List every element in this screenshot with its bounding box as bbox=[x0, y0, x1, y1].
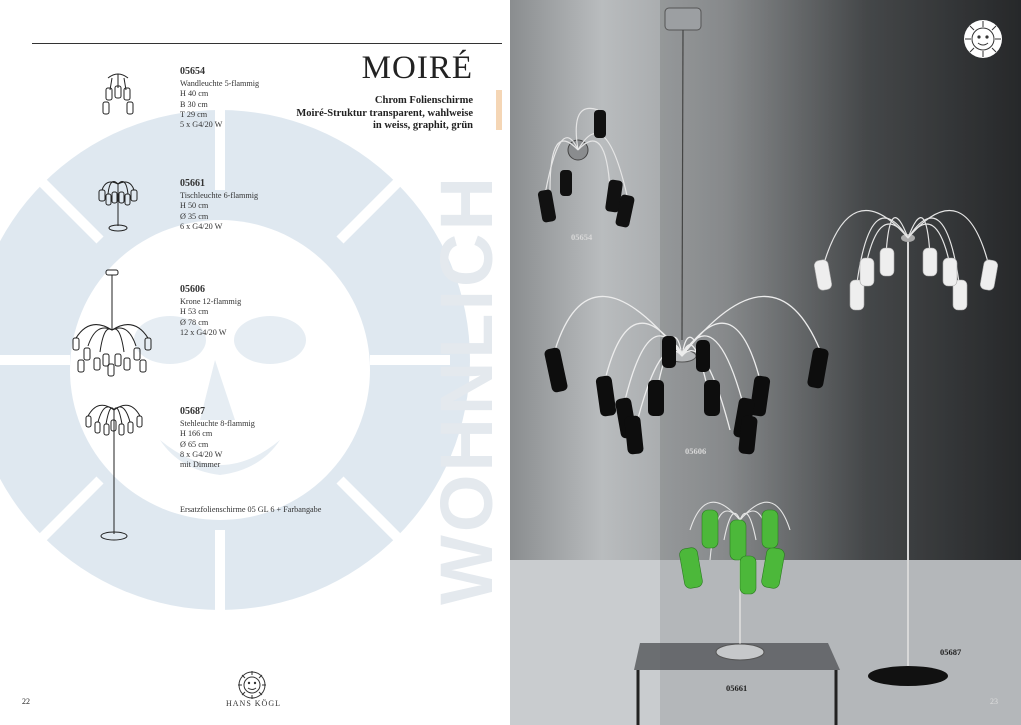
subtitle-line: Chrom Folienschirme bbox=[374, 95, 473, 106]
subtitle-line: in weiss, graphit, grün bbox=[372, 120, 473, 131]
photo-label-05687: 05687 bbox=[940, 647, 962, 657]
product-spec: H 40 cm bbox=[180, 89, 209, 99]
product-number: 05661 bbox=[180, 178, 205, 189]
floor-lamp-thumbnail bbox=[84, 396, 144, 544]
product-05661 bbox=[180, 178, 258, 232]
product-spec: Tischleuchte 6-flammig bbox=[180, 191, 259, 200]
product-spec: Ø 78 cm bbox=[180, 317, 209, 327]
product-number: 05687 bbox=[180, 406, 205, 417]
brand-name: HANS KÖGL bbox=[226, 699, 281, 708]
subtitle-line: Moiré-Struktur transparent, wahlweise bbox=[296, 107, 473, 119]
right-page-photo bbox=[510, 0, 1021, 725]
wall-lamp-photo bbox=[537, 108, 635, 228]
product-spec: B 30 cm bbox=[180, 99, 208, 109]
photo-label-05606: 05606 bbox=[685, 446, 707, 456]
product-spec: 5 x G4/20 W bbox=[180, 120, 223, 130]
replacement-shades-note: Ersatzfolienschirme 05 GL 6 + Farbangabe bbox=[180, 505, 322, 514]
wall-shadow bbox=[660, 0, 1021, 560]
page-number-right: 23 bbox=[990, 697, 998, 706]
product-spec: H 50 cm bbox=[180, 201, 209, 211]
product-spec: Ø 65 cm bbox=[180, 439, 209, 449]
product-number: 05606 bbox=[180, 284, 205, 295]
chandelier-canopy bbox=[665, 8, 701, 30]
left-page bbox=[0, 0, 510, 725]
product-05606 bbox=[180, 284, 241, 338]
header-rule bbox=[32, 43, 502, 44]
product-spec: H 166 cm bbox=[180, 429, 213, 439]
product-spec: 12 x G4/20 W bbox=[180, 327, 227, 337]
product-number: 05654 bbox=[180, 66, 205, 77]
product-spec: Ø 35 cm bbox=[180, 211, 209, 221]
wall-lamp-thumbnail bbox=[98, 70, 138, 120]
brand-logo-icon bbox=[234, 670, 270, 700]
product-05687 bbox=[180, 406, 255, 470]
vertical-word-wohnlich bbox=[425, 90, 510, 610]
floor-shadow bbox=[660, 560, 1021, 725]
table-lamp-thumbnail bbox=[96, 174, 140, 234]
product-spec: H 53 cm bbox=[180, 307, 209, 317]
page-title: MOIRÉ bbox=[361, 50, 473, 86]
product-spec: 6 x G4/20 W bbox=[180, 221, 223, 231]
brand-emblem-icon bbox=[962, 18, 1004, 60]
svg-text:WOHNLICH: WOHNLICH bbox=[425, 174, 508, 605]
product-spec: mit Dimmer bbox=[180, 460, 221, 470]
photo-label-05654: 05654 bbox=[571, 232, 593, 242]
page-subtitle bbox=[296, 95, 473, 133]
product-photo-scene bbox=[510, 0, 1021, 725]
product-spec: 8 x G4/20 W bbox=[180, 449, 223, 459]
product-spec: Wandleuchte 5-flammig bbox=[180, 79, 260, 88]
photo-label-05661: 05661 bbox=[726, 683, 748, 693]
page-number-left: 22 bbox=[22, 697, 30, 706]
product-spec: Stehleuchte 8-flammig bbox=[180, 419, 255, 428]
chandelier-thumbnail bbox=[70, 268, 154, 380]
product-05654 bbox=[180, 66, 259, 130]
product-spec: Krone 12-flammig bbox=[180, 297, 242, 306]
product-spec: T 29 cm bbox=[180, 109, 208, 119]
